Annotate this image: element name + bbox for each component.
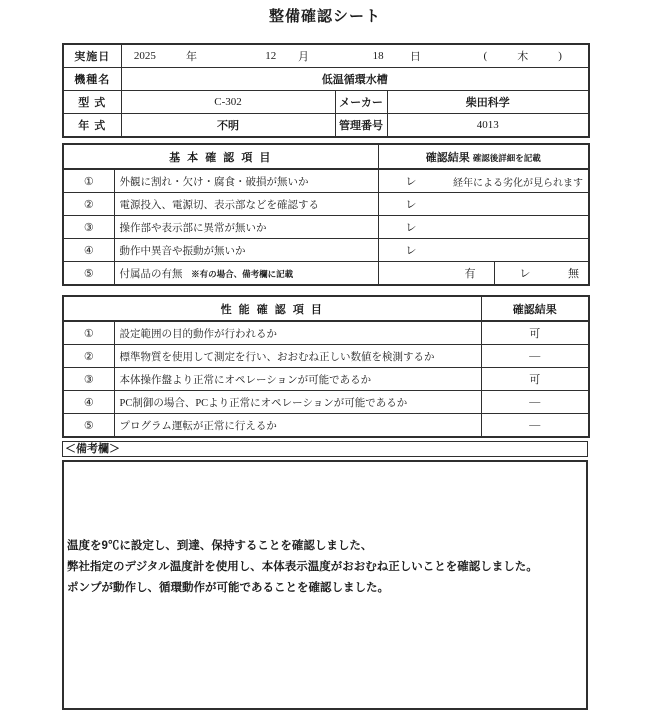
table-row <box>63 114 589 138</box>
row-number: ④ <box>63 391 114 414</box>
check-item-text: PC制御の場合、PCより正常にオペレーションが可能であるか <box>114 391 481 414</box>
model-name-label: 機種名 <box>63 68 121 91</box>
check-item-text: 外観に割れ・欠け・腐食・破損が無いか <box>114 169 378 193</box>
basic-check-table <box>62 143 590 286</box>
basic-row-4 <box>63 239 589 262</box>
result-value: 可 <box>481 321 589 345</box>
checkmark: レ <box>519 268 531 280</box>
check-item-text: 設定範囲の目的動作が行われるか <box>114 321 481 345</box>
maintenance-sheet <box>62 0 588 710</box>
control-no-label: 管理番号 <box>335 114 387 138</box>
result-value: ― <box>481 345 589 368</box>
remarks-label: ＜備考欄＞ <box>62 441 588 457</box>
performance-header-row <box>63 296 589 321</box>
date-paren-close: ) <box>558 50 562 62</box>
row-number: ③ <box>63 216 114 239</box>
check-item-text: 電源投入、電源切、表示部などを確認する <box>114 193 378 216</box>
date-paren-open: ( <box>483 50 488 62</box>
equipment-info-table <box>62 43 590 138</box>
row-number: ⑤ <box>63 262 114 286</box>
model-name-value: 低温循環水槽 <box>121 68 589 91</box>
row-number: ② <box>63 193 114 216</box>
performance-row-2 <box>63 345 589 368</box>
basic-row-3 <box>63 216 589 239</box>
model-label: 型 式 <box>63 91 121 114</box>
result-header-note: 確認後詳細を記載 <box>472 152 541 163</box>
check-result-cell <box>378 169 589 193</box>
performance-header-result: 確認結果 <box>481 296 589 321</box>
check-item-text <box>114 262 378 286</box>
row-number: ① <box>63 169 114 193</box>
date-day: 18 <box>372 50 384 62</box>
date-year-unit: 年 <box>185 51 197 63</box>
check-item-text: 動作中異音や振動が無いか <box>114 239 378 262</box>
check-item-text: 操作部や表示部に異常が無いか <box>114 216 378 239</box>
result-header-label: 確認結果 <box>425 151 470 164</box>
table-row <box>63 91 589 114</box>
basic-header-title: 基 本 確 認 項 目 <box>63 144 378 169</box>
checkmark: レ <box>405 245 417 257</box>
row-number: ④ <box>63 239 114 262</box>
date-month-unit: 月 <box>297 51 309 63</box>
accessory-label: 付属品の有無 <box>119 268 183 280</box>
date-year: 2025 <box>133 50 156 62</box>
accessory-note: ※有の場合、備考欄に記載 <box>191 268 294 279</box>
check-item-text: プログラム運転が正常に行えるか <box>114 414 481 438</box>
date-day-unit: 日 <box>409 51 421 63</box>
control-no-value: 4013 <box>387 114 589 138</box>
check-result-cell <box>378 239 589 262</box>
maker-value: 柴田科学 <box>387 91 589 114</box>
basic-row-5 <box>63 262 589 286</box>
date-label: 実施日 <box>63 44 121 68</box>
performance-row-3 <box>63 368 589 391</box>
table-row <box>63 44 589 68</box>
year-label: 年 式 <box>63 114 121 138</box>
model-value: C-302 <box>121 91 335 114</box>
checkmark: レ <box>405 222 417 234</box>
remarks-box <box>62 460 588 710</box>
accessory-no-label: 無 <box>568 268 580 280</box>
check-result-cell <box>378 193 589 216</box>
accessory-no-cell <box>494 262 589 286</box>
remarks-line: 温度を9℃に設定し、到達、保持することを確認しました、 <box>67 540 373 552</box>
checkmark: レ <box>405 176 417 188</box>
row-number: ② <box>63 345 114 368</box>
performance-header-title: 性 能 確 認 項 目 <box>63 296 481 321</box>
row-number: ① <box>63 321 114 345</box>
row-number: ⑤ <box>63 414 114 438</box>
result-value: ― <box>481 391 589 414</box>
result-value: ― <box>481 414 589 438</box>
page-title: 整備確認シート <box>268 8 381 25</box>
result-value: 可 <box>481 368 589 391</box>
basic-header-row <box>63 144 589 169</box>
date-month: 12 <box>265 50 277 62</box>
year-value: 不明 <box>121 114 335 138</box>
basic-header-result <box>378 144 589 169</box>
performance-row-4 <box>63 391 589 414</box>
maker-label: メーカー <box>335 91 387 114</box>
date-cell <box>121 44 589 68</box>
check-item-text: 本体操作盤より正常にオペレーションが可能であるか <box>114 368 481 391</box>
date-weekday: 木 <box>517 51 529 63</box>
performance-row-5 <box>63 414 589 438</box>
performance-check-table <box>62 295 590 438</box>
basic-row-2 <box>63 193 589 216</box>
table-row <box>63 68 589 91</box>
remarks-line: 弊社指定のデジタル温度計を使用し、本体表示温度がおおむね正しいことを確認しました。 <box>67 561 538 573</box>
row-number: ③ <box>63 368 114 391</box>
basic-row-1 <box>63 169 589 193</box>
check-result-cell <box>378 216 589 239</box>
result-note: 経年による劣化が見られます <box>453 177 584 189</box>
check-item-text: 標準物質を使用して測定を行い、おおむね正しい数値を検測するか <box>114 345 481 368</box>
checkmark: レ <box>405 199 417 211</box>
accessory-yes-cell: 有 <box>378 262 494 286</box>
remarks-line: ポンプが動作し、循環動作が可能であることを確認しました。 <box>67 582 389 594</box>
performance-row-1 <box>63 321 589 345</box>
